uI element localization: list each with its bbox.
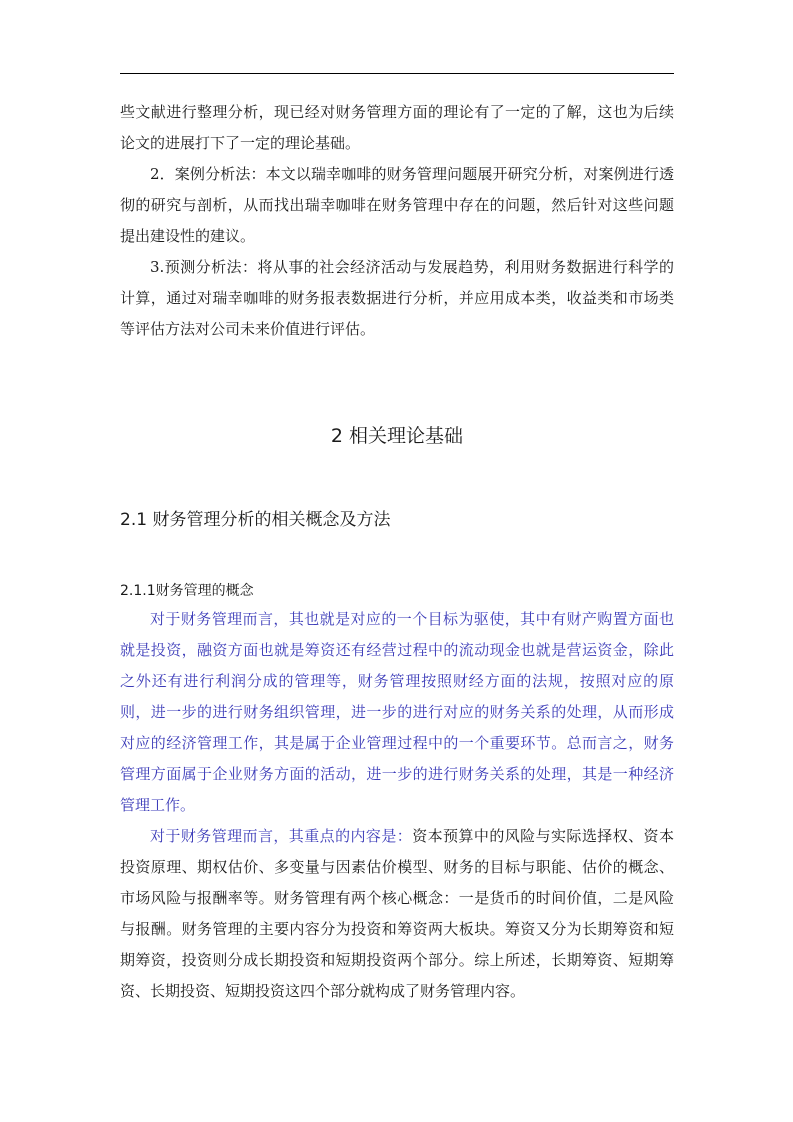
content-paragraph-rest: 资本预算中的风险与实际选择权、资本投资原理、期权估价、多变量与因素估价模型、财务的目标与职能、估价的概念、市场风险与报酬率等。财务管理有两个核心概念：一是货币的时间价值，二是风险与报酬。财务管理的主要内容分为投资和筹资两大板块。筹资又分为长期筹资和短期筹资，投资则分成长期投资和短期投资两个部分。综上所述，长期筹资、短期筹资、长期投资、短期投资这四个部分就构成了财务管理内容。 [120, 827, 674, 1000]
concept-paragraph: 对于财务管理而言，其也就是对应的一个目标为驱使，其中有财产购置方面也就是投资，融资方面也就是筹资还有经营过程中的流动现金也就是营运资金，除此之外还有进行利润分成的管理等，财务管理按照财经方面的法规，按照对应的原则，进一步的进行财务组织管理，进一步的进行对应的财务关系的处理，从而形成对应的经济管理工作，其是属于企业管理过程中的一个重要环节。总而言之，财务管理方面属于企业财务方面的活动，进一步的进行财务关系的处理，其是一种经济管理工作。 [120, 610, 674, 814]
section-title: 2.1 财务管理分析的相关概念及方法 [120, 510, 391, 530]
header-rule [120, 73, 674, 74]
intro-paragraph-3: 3.预测分析法：将从事的社会经济活动与发展趋势，利用财务数据进行科学的计算，通过对瑞幸咖啡的财务报表数据进行分析，并应用成本类，收益类和市场类等评估方法对公司未来价值进行评估。 [120, 258, 674, 338]
intro-body [120, 97, 674, 345]
subsection-body [120, 604, 674, 1007]
intro-paragraph-1: 些文献进行整理分析，现已经对财务管理方面的理论有了一定的了解，这也为后续论文的进展打下了一定的理论基础。 [120, 103, 674, 152]
content-paragraph-lead: 对于财务管理而言，其重点的内容是： [150, 827, 413, 845]
content-paragraph [120, 821, 674, 1007]
intro-paragraph-2: 2．案例分析法：本文以瑞幸咖啡的财务管理问题展开研究分析，对案例进行透彻的研究与剖析，从而找出瑞幸咖啡在财务管理中存在的问题，然后针对这些问题提出建设性的建议。 [120, 165, 674, 245]
subsection-title: 2.1.1财务管理的概念 [120, 583, 254, 599]
chapter-title: 2 相关理论基础 [330, 425, 464, 447]
